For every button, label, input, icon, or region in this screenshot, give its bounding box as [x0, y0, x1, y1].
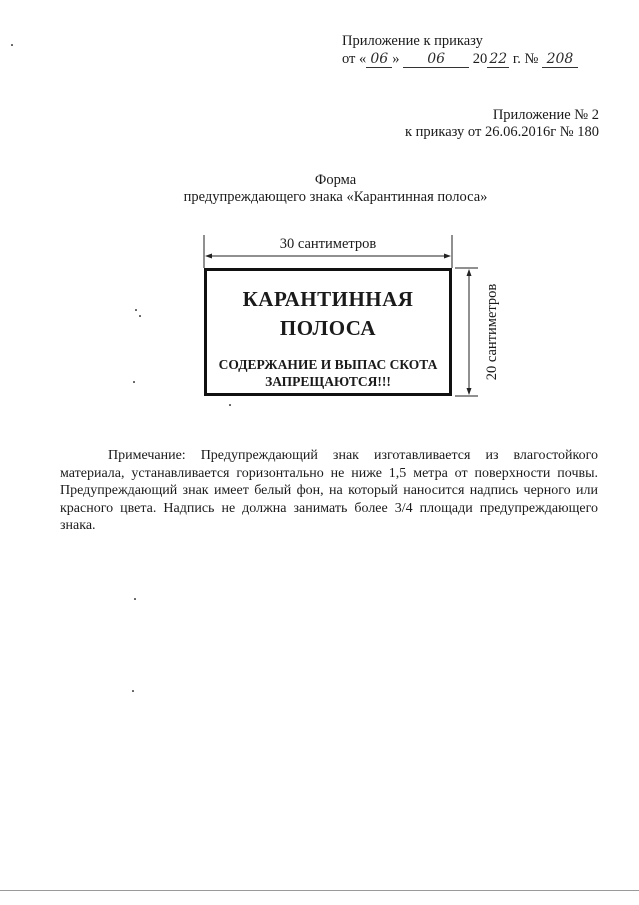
note-section	[60, 447, 598, 535]
appendix-title: Приложение № 2	[492, 107, 599, 123]
handwritten-day: 06	[366, 52, 392, 68]
sign-heading-line1: КАРАНТИННАЯ	[242, 287, 414, 311]
bottom-scan-edge	[0, 890, 639, 891]
handwritten-month: 06	[403, 52, 469, 68]
height-dimension-label: 20 сантиметров	[484, 283, 500, 381]
handwritten-year: 22	[487, 52, 509, 68]
sign-heading-line2: ПОЛОСА	[279, 316, 377, 340]
width-dimension-label: 30 сантиметров	[279, 236, 377, 252]
note-paragraph: Примечание: Предупреждающий знак изготавливается из влагостойкого материала, устанавливается горизонтально не ниже 1,5 метра от поверхности почвы. Предупреждающий знак имеет белый фон, на который наносится надпись черного или красного цвета. Надпись не должна занимать более 3/4 площади предупреждающего знака.	[60, 448, 598, 533]
sign-body-line2: ЗАПРЕЩАЮТСЯ!!!	[265, 374, 391, 389]
sign-body-line1: СОДЕРЖАНИЕ И ВЫПАС СКОТА	[218, 357, 438, 372]
handwritten-number: 208	[542, 52, 578, 68]
attachment-label: Приложение к приказу	[342, 33, 483, 49]
form-title: Форма	[314, 172, 357, 188]
date-mid: »	[392, 51, 400, 67]
date-prefix: от «	[342, 51, 367, 67]
form-subtitle: предупреждающего знака «Карантинная полоса»	[183, 189, 488, 205]
year-prefix: 20	[472, 51, 488, 67]
appendix-reference: к приказу от 26.06.2016г № 180	[404, 124, 599, 140]
quarantine-sign	[204, 268, 452, 396]
number-label: г. №	[512, 51, 539, 67]
